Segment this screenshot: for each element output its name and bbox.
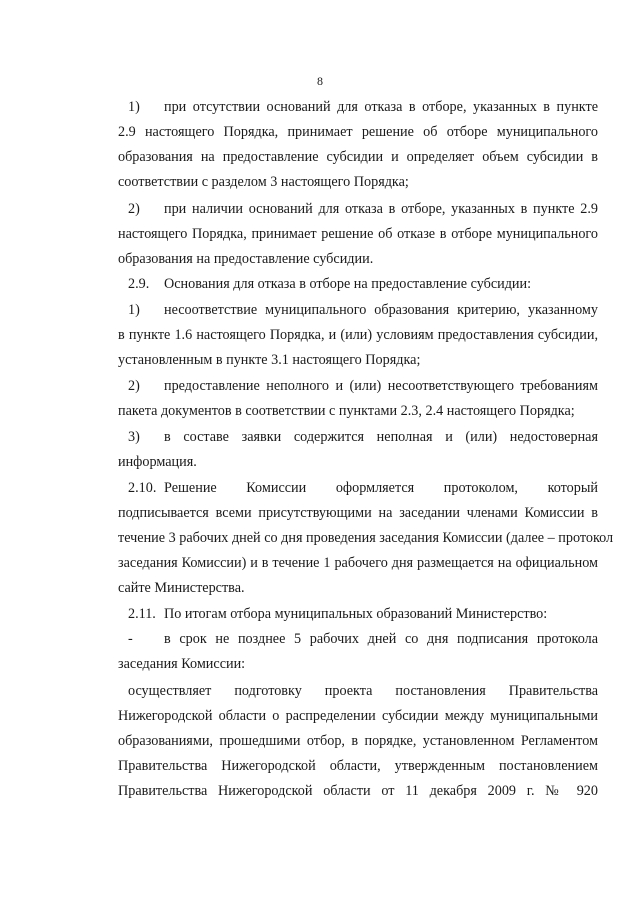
section-heading-line xyxy=(128,479,598,497)
paragraph-line: в пункте 1.6 настоящего Порядка, и (или) условиям предоставления субсидии, xyxy=(118,327,598,343)
item-number: 2) xyxy=(128,201,140,217)
page-number: 8 xyxy=(317,74,323,88)
item-number: 1) xyxy=(128,302,140,318)
list-item-first-line xyxy=(128,428,598,446)
paragraph-line: установленным в пункте 3.1 настоящего Порядка; xyxy=(118,352,421,368)
paragraph-line: Правительства Нижегородской области от 11 декабря 2009 г. № 920 xyxy=(118,783,598,799)
paragraph-line: информация. xyxy=(118,454,197,470)
paragraph-line: Решение Комиссии оформляется протоколом, который xyxy=(164,480,598,496)
paragraph-line: настоящего Порядка, принимает решение об отказе в отборе муниципального xyxy=(118,226,598,242)
item-number: 2) xyxy=(128,378,140,394)
paragraph-line: Нижегородской области о распределении субсидии между муниципальными xyxy=(118,708,598,724)
paragraph-line: образования на предоставление субсидии. xyxy=(118,251,374,267)
list-item-first-line xyxy=(128,200,598,218)
paragraph-line: пакета документов в соответствии с пунктами 2.3, 2.4 настоящего Порядка; xyxy=(118,403,575,419)
paragraph-line: подписывается всеми присутствующими на заседании членами Комиссии в xyxy=(118,505,598,521)
item-number: 2.11. xyxy=(128,606,156,622)
list-item-first-line xyxy=(128,630,598,648)
item-number: - xyxy=(128,631,133,647)
paragraph-line: при наличии оснований для отказа в отборе, указанных в пункте 2.9 xyxy=(164,201,598,217)
item-number: 2.10. xyxy=(128,480,157,496)
paragraph-line: образования на предоставление субсидии и определяет объем субсидии в xyxy=(118,149,598,165)
list-item-first-line xyxy=(128,377,598,395)
paragraph-line: соответствии с разделом 3 настоящего Порядка; xyxy=(118,174,409,190)
paragraph-line: течение 3 рабочих дней со дня проведения заседания Комиссии (далее – протокол xyxy=(118,530,614,546)
paragraph-line: заседания Комиссии) и в течение 1 рабочего дня размещается на официальном xyxy=(118,555,598,571)
paragraph-line: при отсутствии оснований для отказа в отборе, указанных в пункте xyxy=(164,99,598,115)
section-heading-line xyxy=(128,605,598,623)
paragraph-line: осуществляет подготовку проекта постановления Правительства xyxy=(128,683,598,699)
paragraph-line: 2.9 настоящего Порядка, принимает решение об отборе муниципального xyxy=(118,124,598,140)
paragraph-line: образованиями, прошедшими отбор, в порядке, установленном Регламентом xyxy=(118,733,598,749)
paragraph-line: Основания для отказа в отборе на предоставление субсидии: xyxy=(164,276,532,292)
list-item-first-line xyxy=(128,301,598,319)
paragraph-line: По итогам отбора муниципальных образований Министерство: xyxy=(164,606,548,622)
list-item-first-line xyxy=(128,98,598,116)
item-number: 1) xyxy=(128,99,140,115)
paragraph-line: несоответствие муниципального образования критерию, указанному xyxy=(164,302,598,318)
paragraph-line: заседания Комиссии: xyxy=(118,656,246,672)
paragraph-line: предоставление неполного и (или) несоответствующего требованиям xyxy=(164,378,598,394)
paragraph-line: Правительства Нижегородской области, утвержденным постановлением xyxy=(118,758,598,774)
section-heading-line xyxy=(128,275,598,293)
paragraph-line: сайте Министерства. xyxy=(118,580,245,596)
item-number: 3) xyxy=(128,429,140,445)
paragraph-line: в срок не позднее 5 рабочих дней со дня подписания протокола xyxy=(164,631,598,647)
paragraph-line: в составе заявки содержится неполная и (или) недостоверная xyxy=(164,429,598,445)
item-number: 2.9. xyxy=(128,276,150,292)
